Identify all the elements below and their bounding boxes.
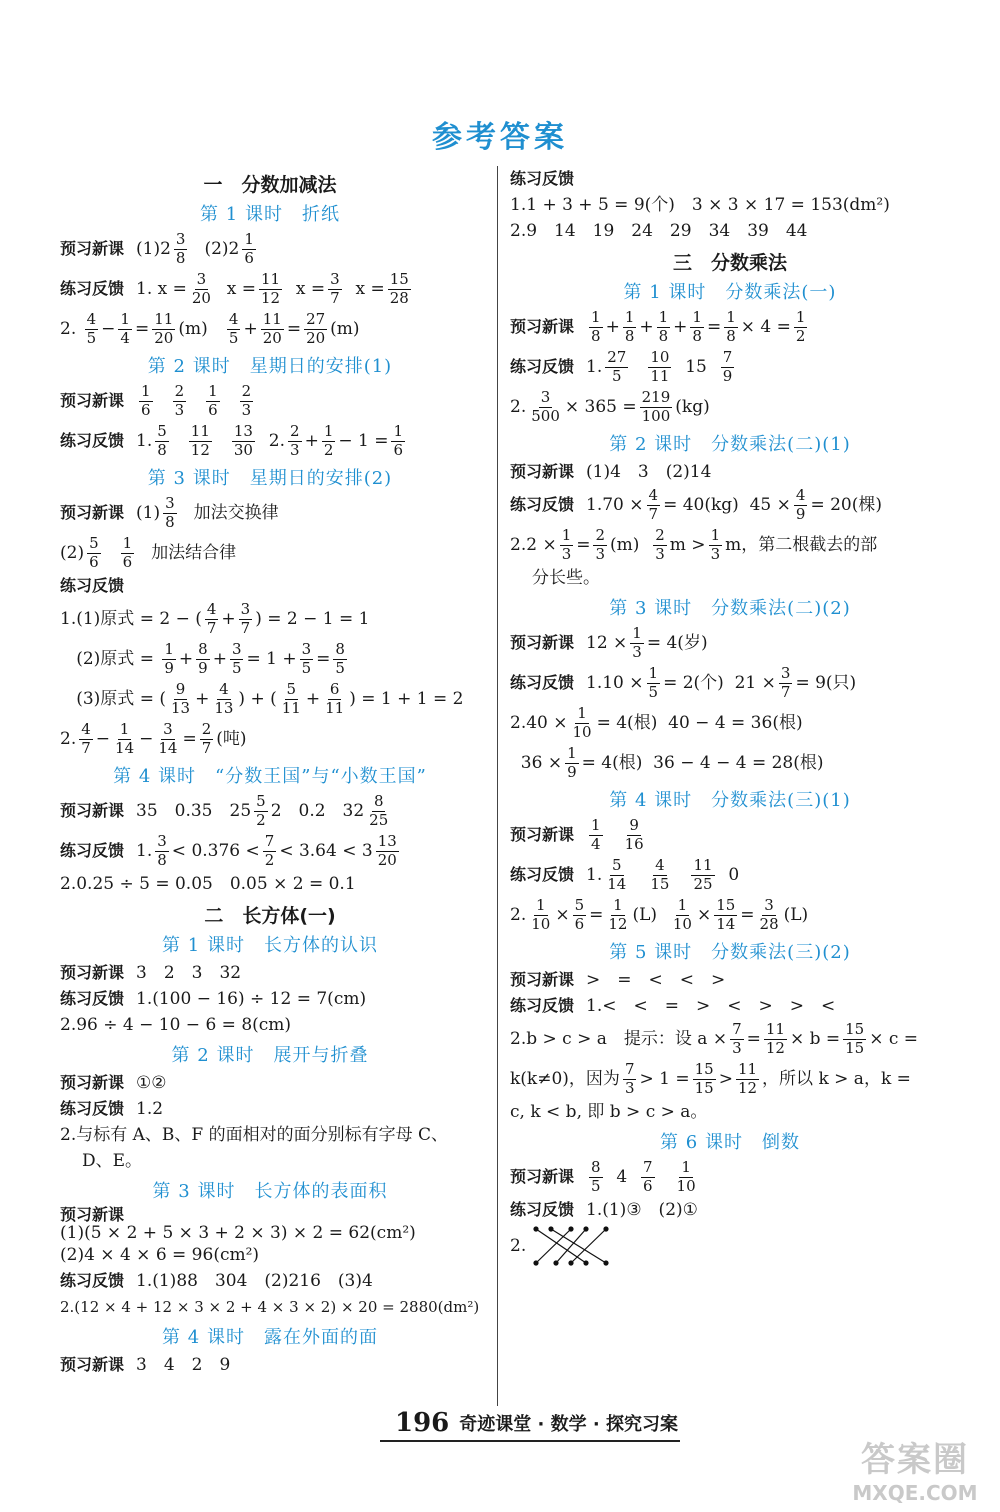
answer-text: 2.9 14 19 24 29 34 39 44 [510,220,808,241]
answer-text: = 4(根) 40 − 4 = 36(根) [596,712,803,733]
answer-text: × 365 = [564,396,637,417]
answer-text: < 0.376 < [171,840,260,861]
answer-text: 1.< < = > < > > < [586,995,836,1016]
fraction: $\frac{7}{9}$ [722,348,733,385]
answer-row [510,743,950,783]
label-lianxi: 练习反馈 [60,841,125,861]
fraction: $\frac{13}{30}$ [233,422,253,459]
fraction: $\frac{3}{500}$ [531,388,560,425]
watermark-line2: MXQE.COM [852,1481,978,1505]
fraction: $\frac{5}{11}$ [281,680,301,717]
fraction: $\frac{11}{12}$ [261,270,281,307]
fraction: $\frac{3}{5}$ [301,640,312,677]
label-lianxi: 练习反馈 [510,169,575,189]
fraction: $\frac{1}{6}$ [244,230,254,267]
fraction: $\frac{1}{2}$ [323,422,334,459]
answer-text: (1)4 3 (2)14 [586,461,712,482]
fraction: $\frac{1}{3}$ [710,526,721,563]
answer-text: < 3.64 < 3 [279,840,373,861]
label-lianxi: 练习反馈 [60,1099,125,1119]
fraction: $\frac{1}{2}$ [795,308,806,345]
fraction: $\frac{7}{6}$ [643,1158,653,1195]
answer-text: 2. [257,430,286,451]
answer-text: 1. [586,864,603,885]
label-yuxi: 预习新课 [60,503,125,523]
label-lianxi: 练习反馈 [510,357,575,377]
lesson-heading: 第 6 课时 倒数 [660,1132,800,1153]
answer-row [60,309,480,349]
fraction: $\frac{15}{15}$ [694,1060,714,1097]
fraction: $\frac{1}{10}$ [672,896,692,933]
fraction: $\frac{1}{8}$ [624,308,635,345]
answer-row [510,855,950,895]
answer-text: m，第二根截去的部 [725,534,878,555]
label-yuxi: 预习新课 [60,239,125,259]
answer-text: > = < < > [586,969,726,990]
fraction: $\frac{2}{3}$ [595,526,606,563]
answer-row [60,871,480,897]
fraction: $\frac{3}{14}$ [158,720,178,757]
answer-row [510,1059,950,1099]
answer-text: 1.2 [136,1098,164,1119]
page-footer [395,1408,695,1438]
answer-row: 2. $\frac{1}{10}$ × $\frac{5}{6}$ = $\frac{1}{12}$ (L) $\frac{1}{10}$ × $\frac{15}{14}$ = $\frac{3}{28}$ (L) [510,896,809,933]
right-column [510,166,950,1269]
answer-row [60,831,480,871]
label-lianxi: 练习反馈 [510,865,575,885]
answer-text: (1)2 [136,238,171,259]
answer-text: (m) [330,318,360,339]
answer-row [60,986,480,1012]
fraction: $\frac{13}{20}$ [377,832,397,869]
fraction: $\frac{2}{3}$ [290,422,300,459]
answer-text: = [134,318,150,339]
answer-row [60,791,480,831]
answer-text: ) = 2 − 1 = 1 [255,608,370,629]
answer-text: 1. x = [136,278,187,299]
fraction: $\frac{2}{3}$ [655,526,665,563]
fraction: $\frac{1}{6}$ [122,534,133,571]
answer-text: (L) [632,904,668,925]
answer-row [60,573,480,599]
answer-row [60,1268,480,1294]
answer-text: 4 [605,1166,638,1187]
section-heading: 三 分数乘法 [672,252,787,274]
lesson-heading: 第 1 课时 长方体的认识 [162,935,378,956]
fraction: $\frac{1}{10}$ [676,1158,696,1195]
fraction: $\frac{1}{14}$ [115,720,135,757]
answer-row [60,639,480,679]
fraction: $\frac{1}{9}$ [164,640,174,677]
fraction: $\frac{1}{6}$ [208,382,218,419]
fraction: $\frac{4}{7}$ [206,600,217,637]
fraction: $\frac{8}{5}$ [335,640,345,677]
answer-text: − [95,728,111,749]
answer-text: = 9(只) [795,672,857,693]
fraction: $\frac{4}{5}$ [228,310,239,347]
answer-text: > [718,1068,733,1089]
answer-row: 预习新课 $\frac{1}{8}$ + $\frac{1}{8}$ + $\frac{1}{8}$ + $\frac{1}{8}$ = $\frac{1}{8}$ × 4 = $\frac{1}{2}$ [510,308,806,345]
answer-row [510,347,950,387]
answer-text: = 1 + [246,648,297,669]
answer-text: (L) [783,904,809,925]
answer-text: 2. [510,396,527,417]
answer-row [510,1157,950,1197]
answer-text: = 2(个) 21 × [663,672,776,693]
fraction: $\frac{3}{8}$ [165,494,175,531]
lesson-heading: 第 3 课时 星期日的安排(2) [147,468,393,489]
answer-text: 1.70 × [586,494,644,515]
answer-text: + [178,648,194,669]
fraction: $\frac{11}{20}$ [154,310,174,347]
label-yuxi: 预习新课 [510,1167,575,1187]
answer-row [60,1294,480,1320]
answer-text: 2. [60,318,82,339]
lesson-heading: 第 1 课时 分数乘法(一) [623,282,837,303]
answer-text: (2)4 × 4 × 6 = 96(cm²) [60,1244,260,1265]
answer-row [60,421,480,461]
answer-row [60,269,480,309]
lesson-heading: 第 4 课时 “分数王国”与“小数王国” [113,766,427,787]
answer-text: 分长些。 [532,567,600,588]
fraction: $\frac{5}{6}$ [89,534,99,571]
answer-row [60,1070,480,1096]
section-heading: 二 长方体(一) [204,905,336,927]
label-yuxi: 预习新课 [60,391,125,411]
fraction: $\frac{27}{20}$ [306,310,326,347]
answer-text: − [101,318,116,339]
fraction: $\frac{4}{13}$ [214,680,234,717]
fraction: $\frac{1}{6}$ [141,382,151,419]
answer-text: 2. [510,1235,527,1256]
answer-text: (吨) [216,728,247,749]
lesson-heading: 第 5 课时 分数乘法(三)(2) [609,942,851,963]
watermark-line1: 答案圈 [861,1440,969,1480]
answer-row [510,967,950,993]
label-lianxi: 练习反馈 [510,673,575,693]
fraction: $\frac{4}{15}$ [650,856,670,893]
answer-row [510,1099,950,1125]
answer-row [510,703,950,743]
fraction: $\frac{10}{11}$ [650,348,670,385]
fraction: $\frac{5}{6}$ [574,896,585,933]
answer-row [510,459,950,485]
answer-text: + [221,608,236,629]
fraction: $\frac{1}{5}$ [648,664,659,701]
fraction: $\frac{1}{8}$ [726,308,736,345]
fraction: $\frac{1}{10}$ [531,896,551,933]
label-yuxi: 预习新课 [60,1205,125,1224]
answer-text: (kg) [675,396,710,417]
fraction: $\frac{5}{2}$ [256,792,266,829]
answer-text: (2)2 [204,238,240,259]
fraction: $\frac{5}{14}$ [607,856,627,893]
fraction: $\frac{1}{6}$ [393,422,404,459]
answer-text: 15 [674,356,718,377]
fraction: $\frac{3}{8}$ [175,230,186,267]
fraction: $\frac{11}{12}$ [765,1020,785,1057]
fraction: $\frac{3}{28}$ [759,896,779,933]
fraction: $\frac{27}{5}$ [607,348,627,385]
fraction: $\frac{11}{12}$ [737,1060,758,1097]
answer-text: 1.(1)88 304 (2)216 (3)4 [136,1270,373,1291]
label-lianxi: 练习反馈 [60,431,125,451]
fraction: $\frac{3}{20}$ [191,270,211,307]
label-yuxi: 预习新课 [510,970,575,990]
answer-row [60,719,480,759]
answer-text: = 4(根) 36 − 4 − 4 = 28(根) [581,752,824,773]
answer-text: + [305,688,321,709]
lesson-heading: 第 2 课时 分数乘法(二)(1) [609,434,851,455]
lesson-heading: 第 4 课时 分数乘法(三)(1) [609,790,851,811]
answer-row [510,815,950,855]
answer-row [510,485,950,525]
answer-row: 2.b > c > a 提示：设 a × $\frac{7}{3}$ = $\frac{11}{12}$ × b = $\frac{15}{15}$ × c = [510,1020,919,1057]
answer-text: ①② [136,1072,167,1093]
fraction: $\frac{3}{7}$ [330,270,340,307]
answer-text: m > [669,534,706,555]
answer-row [60,1206,480,1242]
answer-text: = [286,318,302,339]
answer-text: (2)原式 = [60,648,160,669]
fraction: $\frac{4}{9}$ [795,486,806,523]
answer-text: 2. [60,728,77,749]
lesson-heading: 第 3 课时 分数乘法(二)(2) [609,598,851,619]
matching-lines-diagram [526,1223,616,1269]
watermark-logo [840,1432,990,1505]
answer-text: 加法结合律 [151,542,237,563]
fraction: $\frac{1}{8}$ [692,308,702,345]
fraction: $\frac{6}{11}$ [325,680,345,717]
label-lianxi: 练习反馈 [510,1200,575,1220]
answer-text: + [195,688,210,709]
answer-row [60,229,480,269]
lesson-heading: 第 1 课时 折纸 [200,204,340,225]
answer-text: = 20(棵) [810,494,882,515]
label-yuxi: 预习新课 [510,317,575,337]
answer-row [60,679,480,719]
answer-row [60,1096,480,1122]
label-lianxi: 练习反馈 [60,279,125,299]
answer-text: 3 2 3 32 [136,962,242,983]
answer-row [60,533,480,573]
fraction: $\frac{4}{7}$ [81,720,91,757]
answer-text: a × [691,1028,728,1049]
fraction: $\frac{8}{5}$ [591,1158,601,1195]
fraction: $\frac{15}{28}$ [389,270,409,307]
label-yuxi: 预习新课 [60,1355,125,1375]
fraction: $\frac{1}{4}$ [120,310,130,347]
answer-row [510,218,950,244]
answer-text: 1.1 + 3 + 5 = 9(个) 3 × 3 × 17 = 153(dm²) [510,194,890,215]
answer-text: = 4(岁) [646,632,708,653]
fraction: $\frac{1}{3}$ [632,624,642,661]
fraction: $\frac{3}{8}$ [157,832,167,869]
fraction: $\frac{3}{7}$ [240,600,251,637]
lesson-heading: 第 4 课时 露在外面的面 [162,1327,378,1349]
answer-text: 1.(1)③ (2)① [586,1199,698,1220]
fraction: $\frac{1}{8}$ [591,308,601,345]
answer-text: 1. [136,430,153,451]
answer-row [510,387,950,427]
answer-row [60,1148,480,1174]
fraction: $\frac{8}{9}$ [198,640,208,677]
left-column [60,166,480,1378]
answer-row [60,1352,480,1378]
answer-text: + [212,648,227,669]
fraction: $\frac{2}{3}$ [174,382,185,419]
answer-row [60,493,480,533]
answer-text: ) = 1 + 1 = 2 [349,688,464,709]
answer-text: 12 × [586,632,628,653]
answer-text: 1.10 × [586,672,644,693]
answer-row [510,192,950,218]
answer-row [60,1122,480,1148]
fraction: $\frac{1}{4}$ [591,816,601,853]
answer-text: = [182,728,197,749]
label-yuxi: 预习新课 [60,801,125,821]
answer-text: 2.96 ÷ 4 − 10 − 6 = 8(cm) [60,1014,292,1035]
fraction: $\frac{7}{3}$ [624,1060,635,1097]
answer-text: (2) [60,542,85,563]
answer-text: 1.(1)原式 = 2 − ( [60,608,202,629]
answer-row [60,599,480,639]
answer-text: 2.2 × [510,534,557,555]
page-number: 196 [395,1408,450,1438]
label-yuxi: 预习新课 [510,825,575,845]
answer-text: D、E。 [82,1150,143,1171]
fraction: $\frac{4}{5}$ [86,310,97,347]
answer-text: ) + ( [238,688,277,709]
answer-text: 1.(100 − 16) ÷ 12 = 7(cm) [136,988,367,1009]
page-title: 参考答案 [432,120,568,155]
answer-text: 2 0.2 32 [270,800,365,821]
answer-text: 35 0.35 25 [136,800,252,821]
answer-row [510,663,950,703]
book-title: 奇迹课堂 · 数学 · 探究习案 [459,1414,679,1435]
fraction: $\frac{2}{7}$ [201,720,212,757]
answer-text: 2.40 × [510,712,568,733]
fraction: $\frac{1}{9}$ [567,744,577,781]
fraction: $\frac{4}{7}$ [648,486,659,523]
fraction: $\frac{8}{25}$ [369,792,389,829]
answer-text: (3)原式 = ( [60,688,166,709]
fraction: $\frac{5}{8}$ [157,422,167,459]
fraction: $\frac{3}{5}$ [231,640,242,677]
label-yuxi: 预习新课 [510,462,575,482]
answer-row [510,1223,950,1269]
answer-text: = [576,534,591,555]
fraction: $\frac{7}{3}$ [732,1020,742,1057]
answer-text: 2.0.25 ÷ 5 = 0.05 0.05 × 2 = 0.1 [60,873,356,894]
fraction: $\frac{1}{12}$ [608,896,628,933]
answer-row [60,1242,480,1268]
answer-row [510,993,950,1019]
answer-row [510,623,950,663]
fraction: $\frac{219}{100}$ [641,388,671,425]
answer-text: c, k < b, 即 b > c > a。 [510,1101,708,1122]
section-heading: 一 分数加减法 [203,174,337,196]
answer-text: 36 × [510,752,563,773]
label-lianxi: 练习反馈 [510,996,575,1016]
answer-row [510,565,950,591]
fraction: $\frac{11}{12}$ [190,422,210,459]
answer-row [510,525,950,565]
answer-row [510,166,950,192]
answer-text: − 1 = [338,430,389,451]
answer-row [60,960,480,986]
answer-text: 1. [586,356,603,377]
lesson-heading: 第 2 课时 展开与折叠 [171,1045,369,1066]
fraction: $\frac{15}{15}$ [845,1020,865,1057]
lesson-heading: 第 2 课时 星期日的安排(1) [147,356,393,377]
answer-text: 2.b > c > a 提示：设 [510,1028,692,1049]
answer-text: (1) [136,502,161,523]
answer-row [60,1012,480,1038]
answer-text: x = [285,278,326,299]
fraction: $\frac{9}{13}$ [170,680,191,717]
fraction: $\frac{1}{3}$ [561,526,572,563]
answer-text: 2. [510,904,527,925]
footer-rule [380,1440,680,1442]
label-yuxi: 预习新课 [60,963,125,983]
fraction: $\frac{9}{16}$ [624,816,644,853]
answer-text: ，所以 k > a，k = [762,1068,911,1089]
fraction: $\frac{15}{14}$ [716,896,736,933]
answer-text: + [304,430,319,451]
lesson-heading: 第 3 课时 长方体的表面积 [152,1181,388,1202]
fraction: $\frac{7}{2}$ [264,832,275,869]
fraction: $\frac{11}{20}$ [262,310,282,347]
answer-text: (m) [610,534,651,555]
answer-row [510,1197,950,1223]
answer-text: 2.与标有 A、B、F 的面相对的面分别标有字母 C、 [60,1124,449,1145]
fraction: $\frac{11}{25}$ [693,856,713,893]
label-yuxi: 预习新课 [510,633,575,653]
column-divider [497,166,498,1406]
answer-text: 2.(12 × 4 + 12 × 3 × 2 + 4 × 3 × 2) × 20 = 2880(dm²) [60,1298,480,1317]
answer-text: x = [344,278,385,299]
answer-text: 1. [136,840,153,861]
fraction: $\frac{3}{7}$ [780,664,791,701]
answer-text: − [139,728,154,749]
answer-text: 加法交换律 [193,502,279,523]
label-lianxi: 练习反馈 [60,576,125,596]
answer-text: 0 [717,864,740,885]
answer-text: = 40(kg) 45 × [663,494,791,515]
answer-text: = [316,648,331,669]
fraction: $\frac{1}{8}$ [658,308,669,345]
answer-text: > 1 = [639,1068,690,1089]
label-lianxi: 练习反馈 [510,495,575,515]
answer-text: x = [215,278,257,299]
answer-text: (1)(5 × 2 + 5 × 3 + 2 × 3) × 2 = 62(cm²) [60,1222,416,1243]
label-lianxi: 练习反馈 [60,989,125,1009]
fraction: $\frac{1}{10}$ [572,704,592,741]
label-yuxi: 预习新课 [60,1073,125,1093]
answer-text: k(k≠0)，因为 [510,1068,620,1089]
label-lianxi: 练习反馈 [60,1271,125,1291]
answer-text: (m) [178,318,224,339]
fraction: $\frac{2}{3}$ [241,382,252,419]
answer-text: + [243,318,258,339]
answer-row [60,381,480,421]
answer-text: 3 4 2 9 [136,1354,231,1375]
